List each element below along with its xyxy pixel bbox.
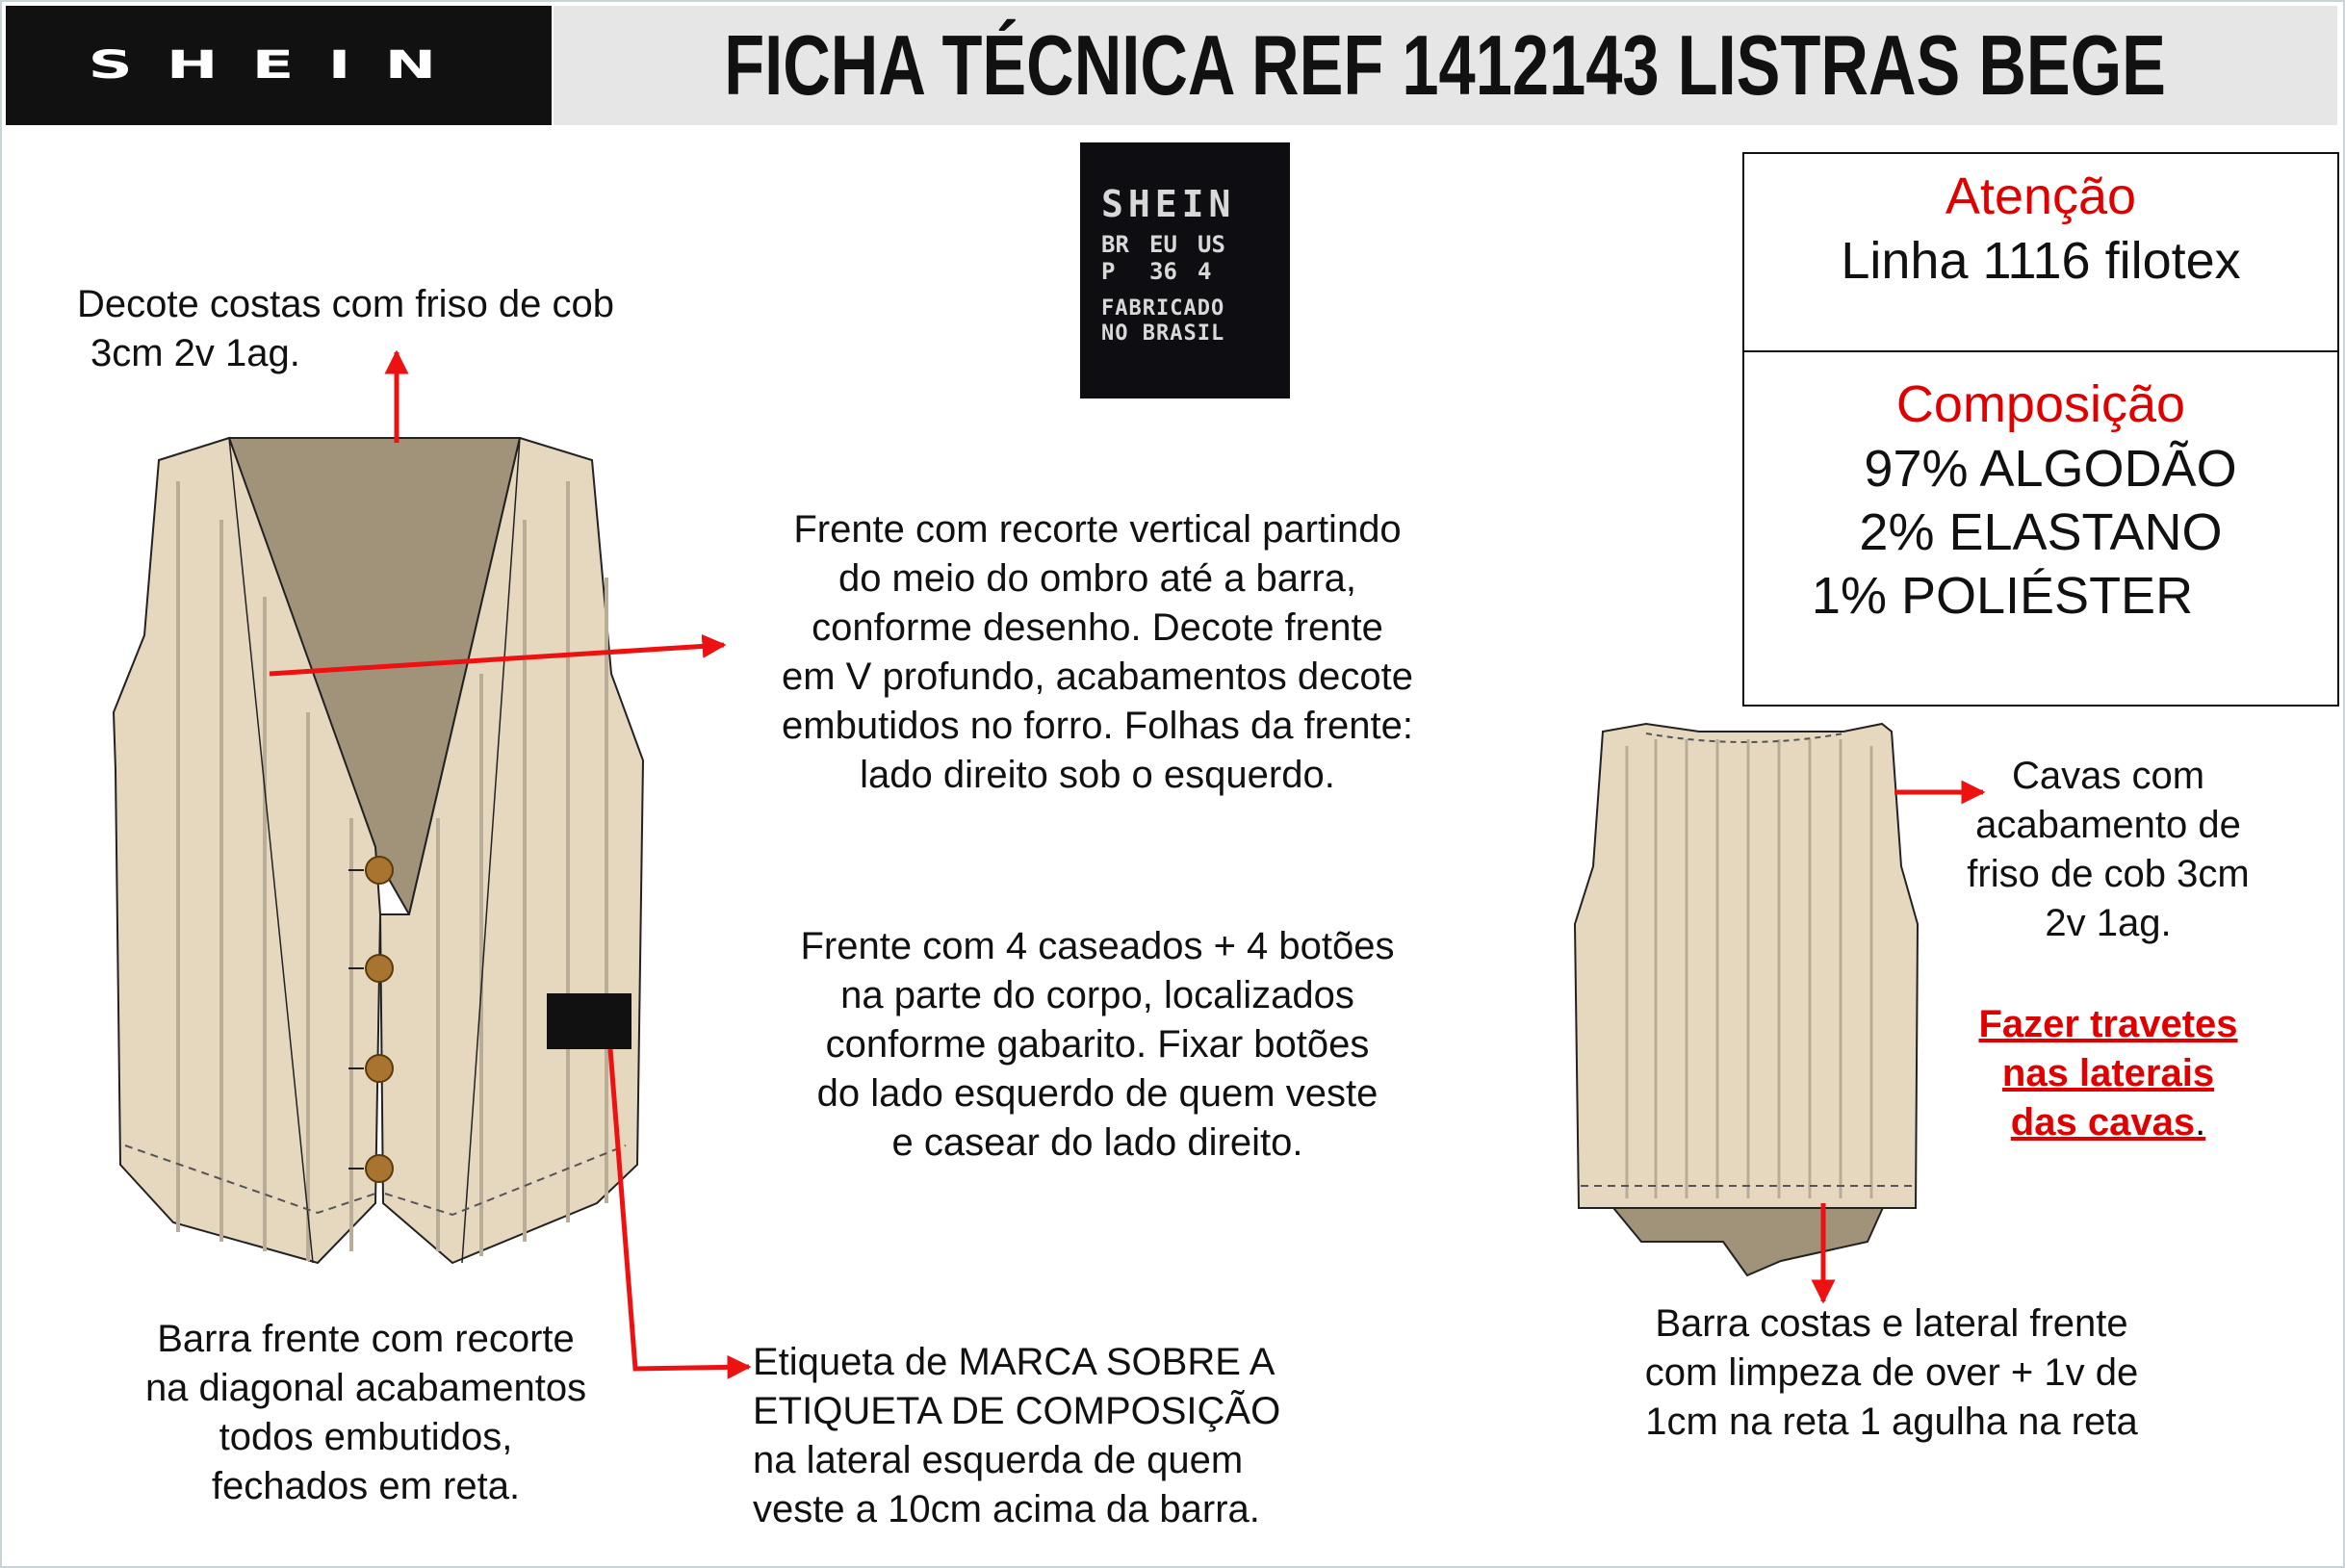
bartack-warning-line-3 (1935, 1098, 2281, 1147)
note-front-cut-line-5: embutidos no forro. Folhas da frente: (782, 705, 1413, 747)
note-front-cut (664, 505, 1531, 800)
note-hem-front-line-2: na diagonal acabamentos (144, 1367, 587, 1409)
label-size-eu: EU (1149, 231, 1177, 258)
composition-cotton: 97% ALGODÃO (1864, 440, 2237, 498)
bartack-warning-line-1: Fazer travetes (1978, 1003, 2238, 1045)
note-brand-label-line-1: Etiqueta de MARCA SOBRE A (753, 1341, 1276, 1383)
label-size-br: BR (1101, 231, 1129, 258)
note-buttons-line-4: do lado esquerdo de quem veste (816, 1072, 1379, 1115)
note-hem-back (1569, 1299, 2214, 1447)
note-front-cut-line-6: lado direito sob o esquerdo. (860, 754, 1335, 796)
label-size-us: US (1198, 231, 1225, 258)
label-size-br-value: P (1101, 258, 1116, 285)
attention-text: Linha 1116 filotex (1841, 232, 2241, 290)
note-brand-label (753, 1338, 1427, 1534)
label-made-in-line-2: NO BRASIL (1101, 321, 1225, 346)
label-made-in-line-1: FABRICADO (1101, 296, 1225, 321)
note-neckline-back (77, 280, 751, 378)
note-armholes-line-4: 2v 1ag. (2045, 902, 2172, 944)
bartack-warning (1935, 1000, 2281, 1147)
note-brand-label-line-3: na lateral esquerda de quem (753, 1439, 1244, 1481)
note-front-cut-line-2: do meio do ombro até a barra, (838, 557, 1357, 600)
note-front-cut-line-1: Frente com recorte vertical partindo (793, 508, 1402, 551)
note-neckline-back-line-2: 3cm 2v 1ag. (90, 332, 300, 374)
note-front-cut-line-3: conforme desenho. Decote frente (812, 606, 1383, 649)
note-armholes-line-2: acabamento de (1975, 804, 2241, 846)
note-hem-back-line-2: com limpeza de over + 1v de (1644, 1351, 2139, 1394)
composition-polyester: 1% POLIÉSTER (1811, 567, 2194, 625)
composition-elastane: 2% ELASTANO (1859, 503, 2223, 561)
note-buttons-line-5: e casear do lado direito. (891, 1121, 1303, 1164)
note-buttons-line-1: Frente com 4 caseados + 4 botões (800, 925, 1395, 967)
note-hem-front (67, 1315, 664, 1511)
front-vest-drawing (114, 438, 643, 1263)
note-armholes-line-1: Cavas com (2011, 755, 2205, 797)
label-size-eu-value: 36 (1149, 258, 1177, 285)
note-front-cut-line-4: em V profundo, acabamentos decote (782, 655, 1413, 698)
label-size-us-value: 4 (1198, 258, 1212, 285)
note-hem-front-line-3: todos embutidos, (219, 1416, 513, 1458)
note-hem-front-line-1: Barra frente com recorte (157, 1318, 575, 1360)
note-buttons-line-3: conforme gabarito. Fixar botões (825, 1023, 1370, 1066)
note-hem-front-line-4: fechados em reta. (211, 1465, 521, 1507)
brand-label-position (547, 993, 631, 1049)
note-armholes-line-3: friso de cob 3cm (1967, 853, 2250, 895)
back-lining (1610, 1203, 1885, 1275)
composition-title: Composição (1895, 375, 2186, 433)
label-brand: SHEIN (1101, 183, 1236, 225)
back-vest-drawing (1575, 724, 1918, 1275)
note-neckline-back-line-1: Decote costas com friso de cob (77, 283, 615, 325)
page-title: FICHA TÉCNICA REF 1412143 LISTRAS BEGE (724, 17, 2167, 113)
note-buttons (664, 922, 1531, 1168)
note-armholes (1925, 752, 2291, 948)
note-brand-label-line-2: ETIQUETA DE COMPOSIÇÃO (753, 1390, 1281, 1432)
brand-logo-text: SHEIN (88, 43, 470, 88)
attention-title: Atenção (1945, 167, 2137, 225)
note-hem-back-line-1: Barra costas e lateral frente (1655, 1302, 2128, 1345)
bartack-warning-period: . (2195, 1101, 2206, 1144)
note-buttons-line-2: na parte do corpo, localizados (840, 974, 1354, 1016)
note-hem-back-line-3: 1cm na reta 1 agulha na reta (1645, 1401, 2138, 1443)
bartack-warning-line-2: nas laterais (2001, 1052, 2215, 1094)
bartack-warning-line-3-text: das cavas (2010, 1101, 2196, 1144)
note-brand-label-line-4: veste a 10cm acima da barra. (753, 1488, 1260, 1530)
